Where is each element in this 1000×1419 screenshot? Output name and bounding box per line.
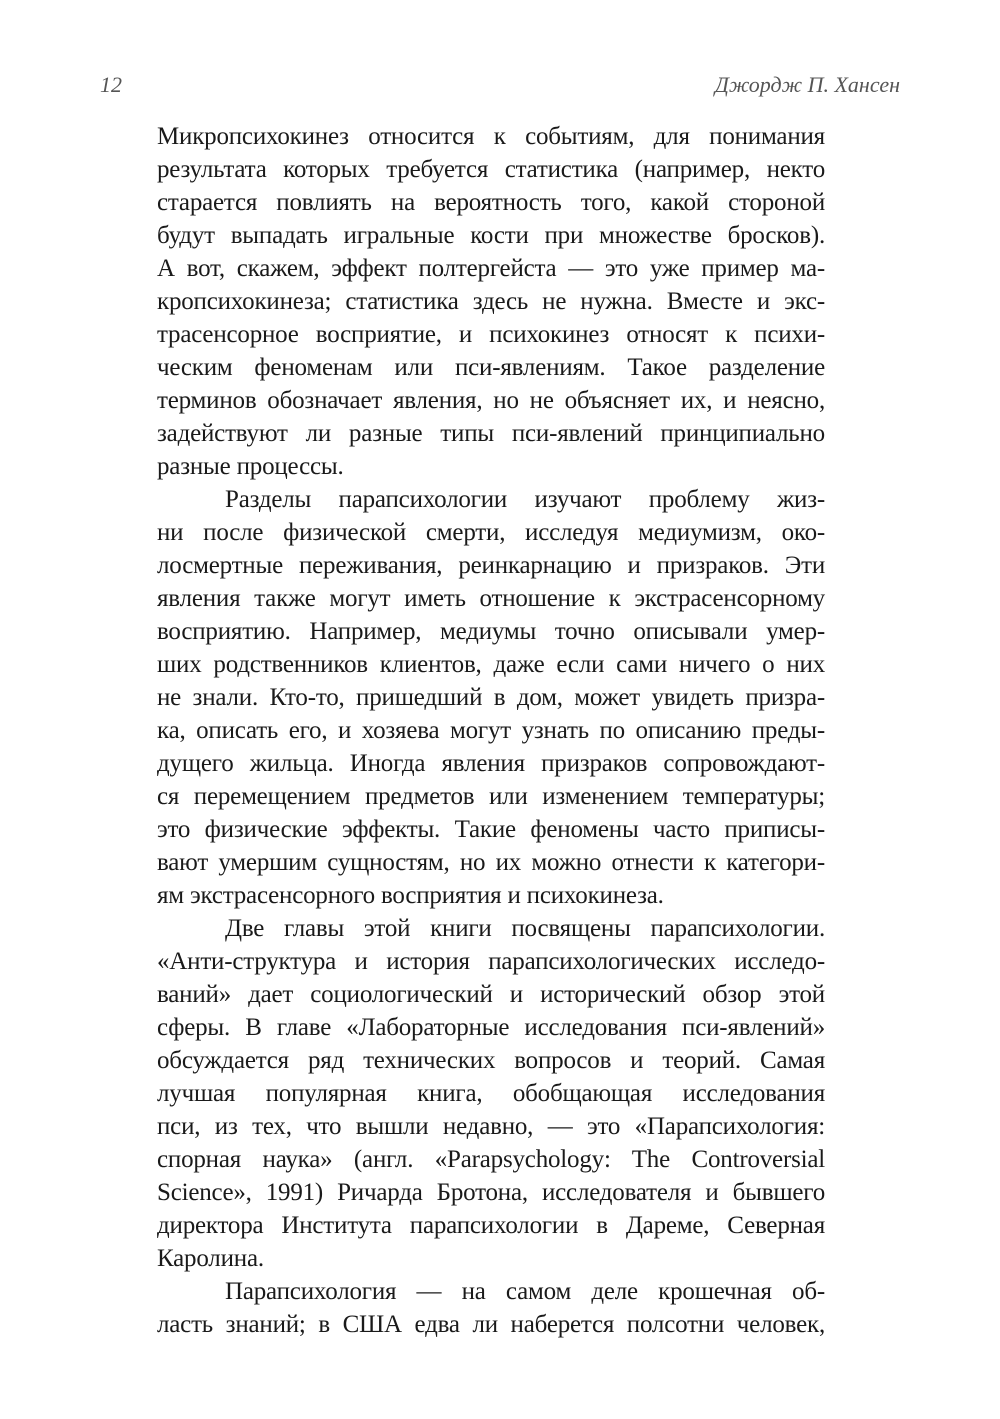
text-line: Science», 1991) Ричарда Бротона, исследователя и бывшего [157,1179,825,1206]
text-line: А вот, скажем, эффект полтергейста — это уже пример ма- [157,255,825,282]
text-line: ших родственников клиентов, даже если сами ничего о них [157,651,825,678]
text-line: спорная наука» (англ. «Parapsychology: The Controversial [157,1146,825,1173]
text-line: кропсихокинеза; статистика здесь не нужна. Вместе и экс- [157,288,825,315]
text-line: это физические эффекты. Такие феномены часто приписы- [157,816,825,843]
text-line: ласть знаний; в США едва ли наберется полсотни человек, [157,1311,825,1338]
running-head [100,72,900,102]
text-line: результата которых требуется статистика (например, некто [157,156,825,183]
text-line: ся перемещением предметов или изменением температуры; [157,783,825,810]
running-title: Джордж П. Хансен [714,72,900,97]
paragraph [157,1275,825,1341]
text-line: лосмертные переживания, реинкарнацию и призраков. Эти [157,552,825,579]
text-line: не знали. Кто-то, пришедший в дом, может увидеть призра- [157,684,825,711]
text-line: старается повлиять на вероятность того, какой стороной [157,189,825,216]
paragraph [157,912,825,1275]
text-line: лучшая популярная книга, обобщающая исследования [157,1080,825,1107]
page-number: 12 [100,72,122,97]
text-line: ческим феноменам или пси-явлениям. Такое разделение [157,354,825,381]
text-line: вают умершим сущностям, но их можно отнести к категори- [157,849,825,876]
paragraph [157,483,825,912]
text-line: ям экстрасенсорного восприятия и психокинеза. [157,882,664,909]
text-line: «Анти-структура и история парапсихологических исследо- [157,948,825,975]
text-line: Каролина. [157,1245,264,1272]
text-line: разные процессы. [157,453,344,480]
text-line: задействуют ли разные типы пси-явлений принципиально [157,420,825,447]
text-line: ни после физической смерти, исследуя медиумизм, око- [157,519,825,546]
text-line: явления также могут иметь отношение к экстрасенсорному [157,585,825,612]
text-line: дущего жильца. Иногда явления призраков сопровождают- [157,750,825,777]
text-line: сферы. В главе «Лабораторные исследования пси-явлений» [157,1014,825,1041]
text-line: Парапсихология — на самом деле крошечная об- [225,1278,825,1305]
text-line: ваний» дает социологический и исторический обзор этой [157,981,825,1008]
text-line: трасенсорное восприятие, и психокинез относят к психи- [157,321,825,348]
text-line: Две главы этой книги посвящены парапсихологии. [225,915,825,942]
text-line: Разделы парапсихологии изучают проблему жиз- [225,486,825,513]
text-line: Микропсихокинез относится к событиям, для понимания [157,123,825,150]
text-line: будут выпадать игральные кости при множестве бросков). [157,222,825,249]
text-line: директора Института парапсихологии в Дареме, Северная [157,1212,825,1239]
body-text [157,120,825,1341]
text-line: обсуждается ряд технических вопросов и теорий. Самая [157,1047,825,1074]
text-line: пси, из тех, что вышли недавно, — это «Парапсихология: [157,1113,825,1140]
text-line: восприятию. Например, медиумы точно описывали умер- [157,618,825,645]
text-line: ка, описать его, и хозяева могут узнать по описанию преды- [157,717,825,744]
paragraph [157,120,825,483]
text-line: терминов обозначает явления, но не объясняет их, и неясно, [157,387,825,414]
